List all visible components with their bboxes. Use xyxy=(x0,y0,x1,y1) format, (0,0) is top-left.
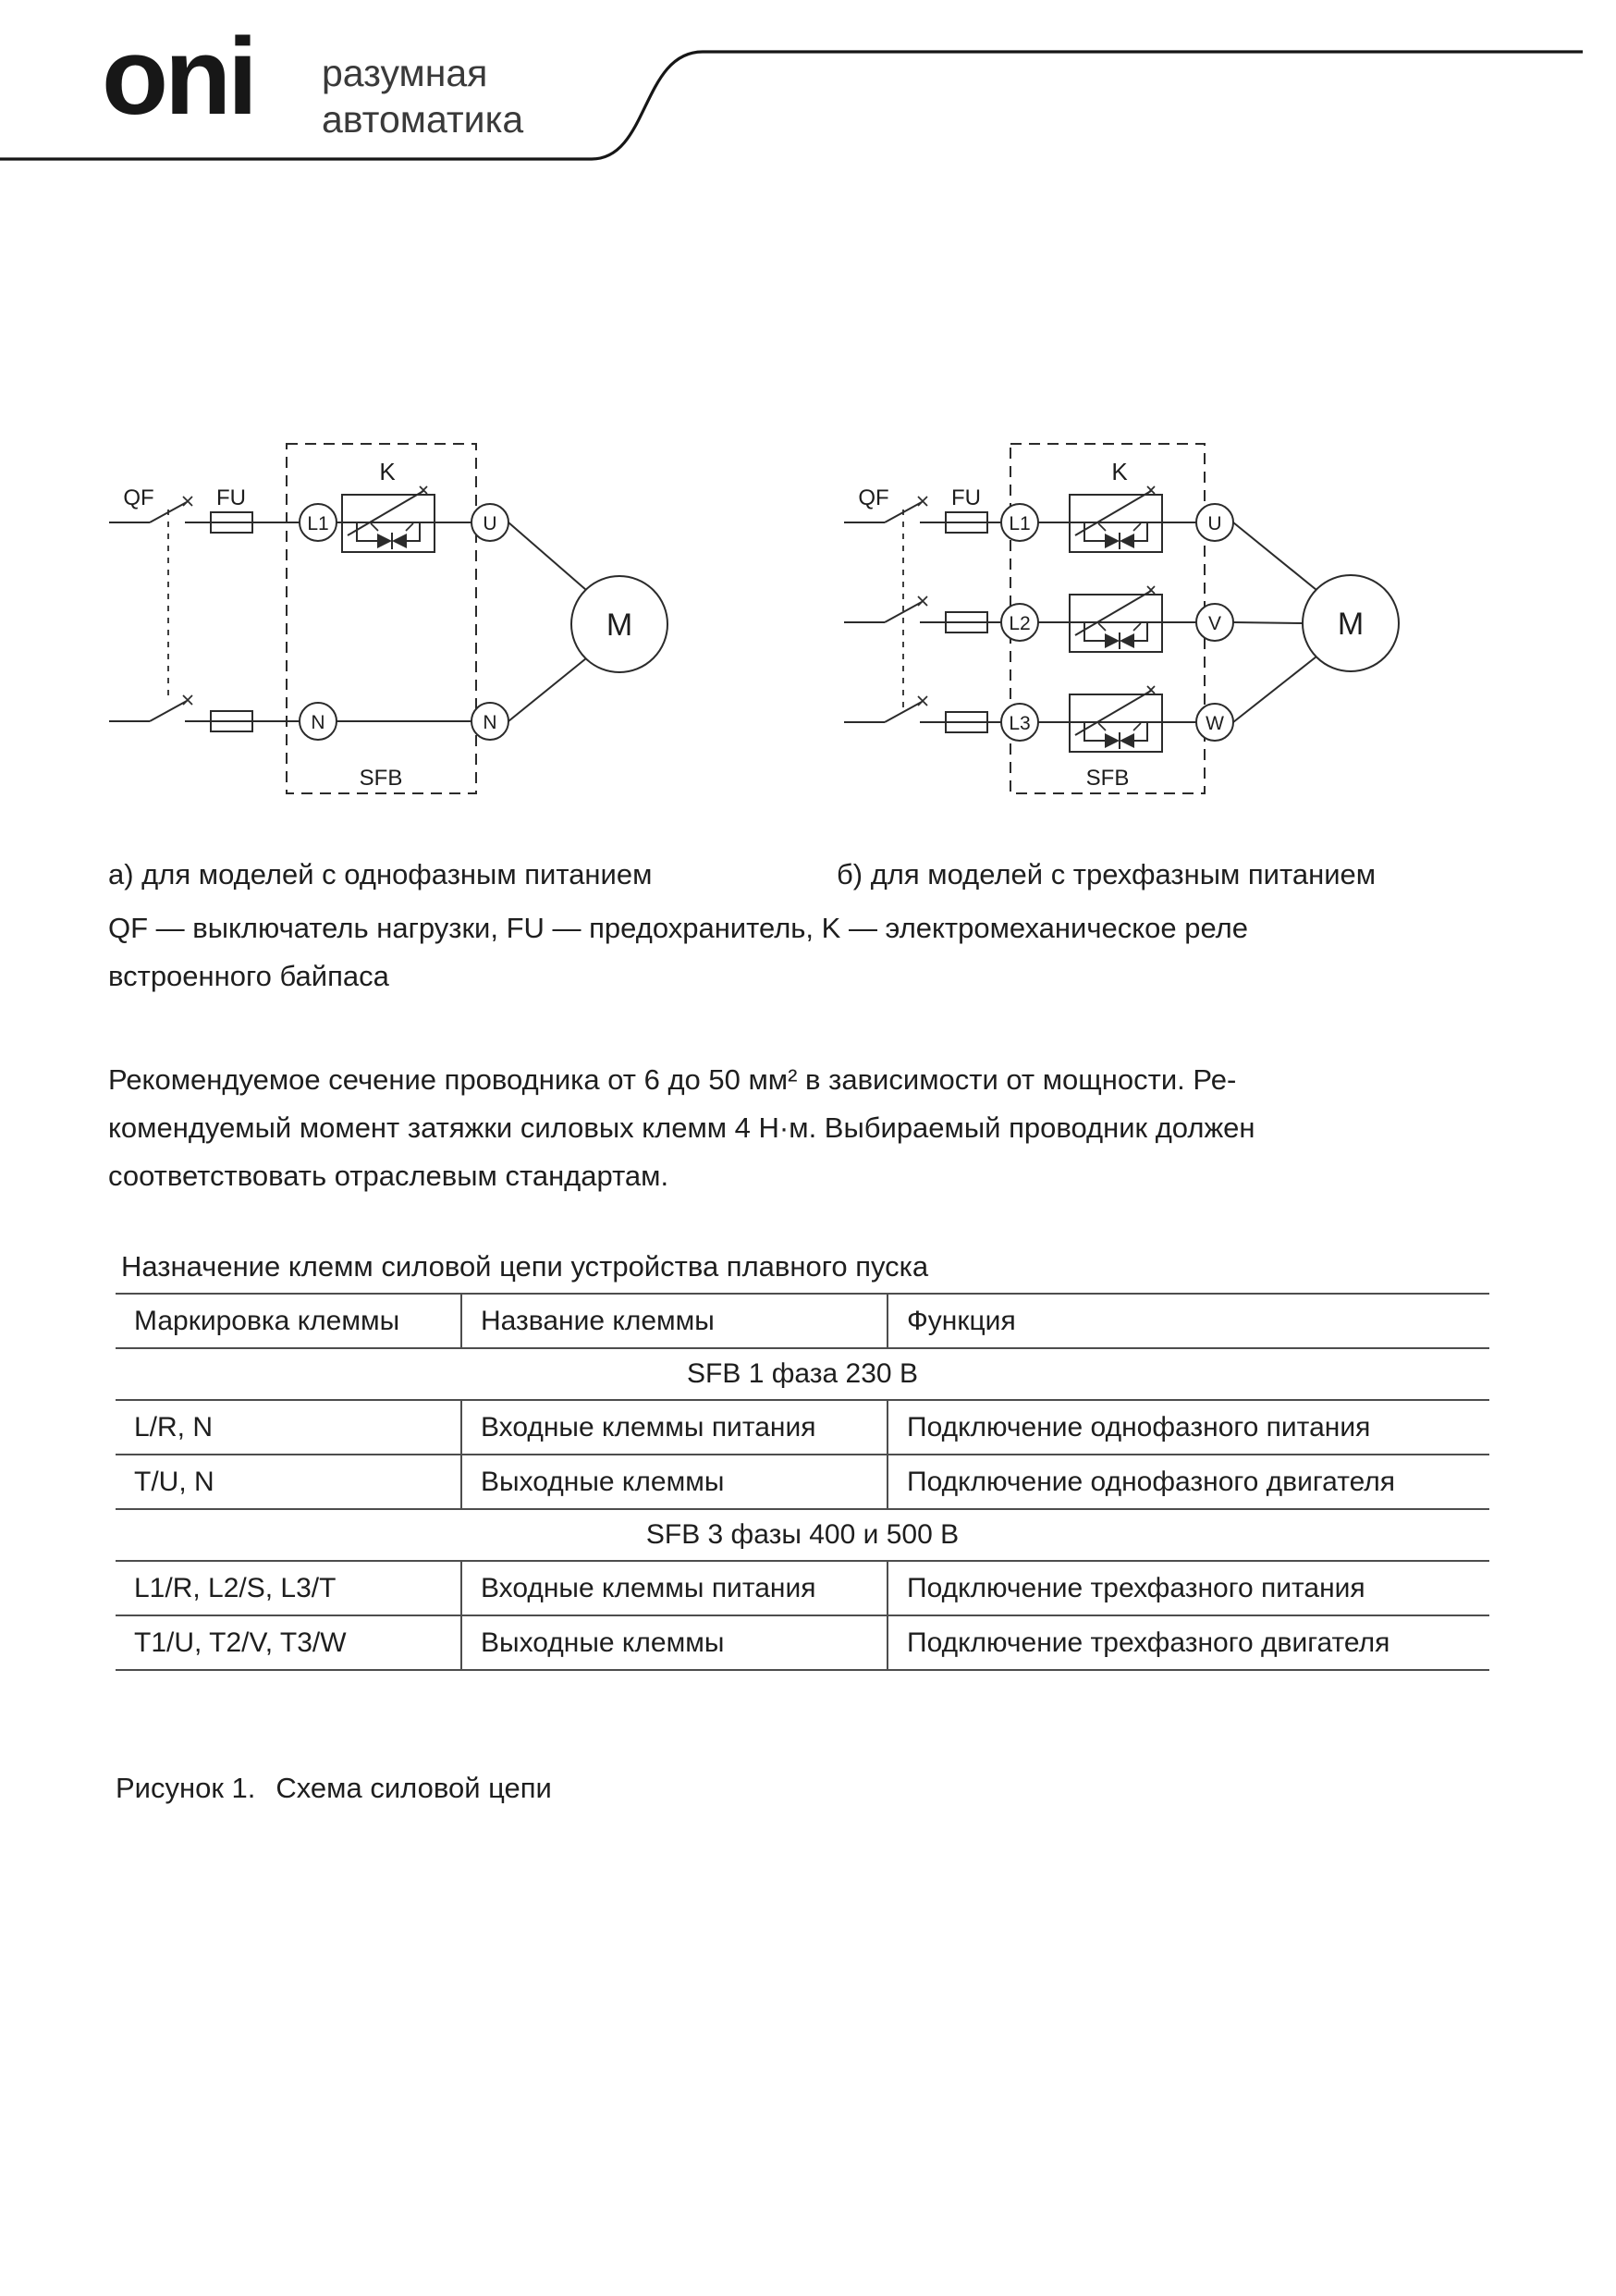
figure-title: Схема силовой цепи xyxy=(275,1772,552,1804)
figure-caption xyxy=(116,1772,552,1805)
terminal-label: V xyxy=(1207,613,1222,634)
motor-label: M xyxy=(1337,607,1365,642)
section-title: SFB 3 фазы 400 и 500 В xyxy=(116,1509,1489,1561)
qf-label: QF xyxy=(123,485,154,510)
table-section-row xyxy=(116,1509,1489,1561)
col-header-marking: Маркировка клеммы xyxy=(116,1294,461,1348)
diagram-three-phase xyxy=(837,421,1447,828)
terminal-label: L3 xyxy=(1009,713,1031,734)
cell-name: Выходные клеммы xyxy=(461,1615,888,1670)
bypass-contact xyxy=(348,491,423,535)
fu-label: FU xyxy=(216,485,246,510)
col-header-name: Название клеммы xyxy=(461,1294,888,1348)
cell-marking: L/R, N xyxy=(116,1400,461,1455)
cell-function: Подключение однофазного питания xyxy=(888,1400,1489,1455)
terminal-label: N xyxy=(483,712,497,733)
diagram-legend xyxy=(108,904,1248,1001)
paragraph-line-3: соответствовать отраслевым стандартам. xyxy=(108,1160,669,1192)
motor-label: M xyxy=(606,608,633,643)
table-section-row xyxy=(116,1348,1489,1400)
table-row xyxy=(116,1455,1489,1509)
cell-function: Подключение трехфазного двигателя xyxy=(888,1615,1489,1670)
legend-line-1: QF — выключатель нагрузки, FU — предохранитель, K — электромеханическое реле xyxy=(108,912,1248,944)
scr-pair-symbol xyxy=(1084,522,1147,749)
cell-name: Выходные клеммы xyxy=(461,1455,888,1509)
terminal-label: U xyxy=(1207,513,1222,534)
cell-marking: T/U, N xyxy=(116,1455,461,1509)
sfb-boundary xyxy=(287,444,476,793)
section-title: SFB 1 фаза 230 В xyxy=(116,1348,1489,1400)
terminal-label: N xyxy=(311,712,325,733)
cell-function: Подключение трехфазного питания xyxy=(888,1561,1489,1615)
cell-function: Подключение однофазного двигателя xyxy=(888,1455,1489,1509)
caption-three-phase: б) для моделей с трехфазным питанием xyxy=(837,858,1377,890)
paragraph-line-2: комендуемый момент затяжки силовых клемм 4 Н·м. Выбираемый проводник должен xyxy=(108,1111,1255,1144)
diagram-a-labels xyxy=(123,458,632,791)
fu-label: FU xyxy=(951,485,981,510)
k-label: K xyxy=(1111,458,1128,485)
wires xyxy=(109,486,586,731)
cell-name: Входные клеммы питания xyxy=(461,1561,888,1615)
paragraph-line-1: Рекомендуемое сечение проводника от 6 до 50 мм² в зависимости от мощности. Ре- xyxy=(108,1063,1237,1096)
cell-name: Входные клеммы питания xyxy=(461,1400,888,1455)
terminal-label: L1 xyxy=(1009,513,1031,534)
diagram-single-phase xyxy=(102,421,693,828)
brand-tagline xyxy=(322,50,523,142)
legend-line-2: встроенного байпаса xyxy=(108,960,389,992)
sfb-label: SFB xyxy=(359,766,403,791)
terminal-label: L1 xyxy=(307,513,329,534)
bypass-contact xyxy=(1075,491,1151,735)
wires xyxy=(844,486,1316,752)
tagline-line-2: автоматика xyxy=(322,98,524,141)
tagline-line-1: разумная xyxy=(322,52,488,94)
terminal-label: L2 xyxy=(1009,613,1031,634)
brand-logo: oni xyxy=(102,16,254,138)
qf-label: QF xyxy=(858,485,889,510)
cell-marking: L1/R, L2/S, L3/T xyxy=(116,1561,461,1615)
cell-marking: T1/U, T2/V, T3/W xyxy=(116,1615,461,1670)
terminal-label: W xyxy=(1206,713,1224,734)
table-row xyxy=(116,1400,1489,1455)
sfb-label: SFB xyxy=(1085,766,1130,791)
table-row xyxy=(116,1561,1489,1615)
col-header-function: Функция xyxy=(888,1294,1489,1348)
terminal-label: U xyxy=(483,513,497,534)
table-header-row xyxy=(116,1294,1489,1348)
k-label: K xyxy=(379,458,396,485)
figure-number: Рисунок 1. xyxy=(116,1772,256,1804)
caption-single-phase: а) для моделей с однофазным питанием xyxy=(108,858,653,890)
table-row xyxy=(116,1615,1489,1670)
recommendation-paragraph xyxy=(108,1056,1255,1200)
table-title: Назначение клемм силовой цепи устройства плавного пуска xyxy=(121,1250,929,1283)
terminal-table xyxy=(116,1293,1489,1671)
